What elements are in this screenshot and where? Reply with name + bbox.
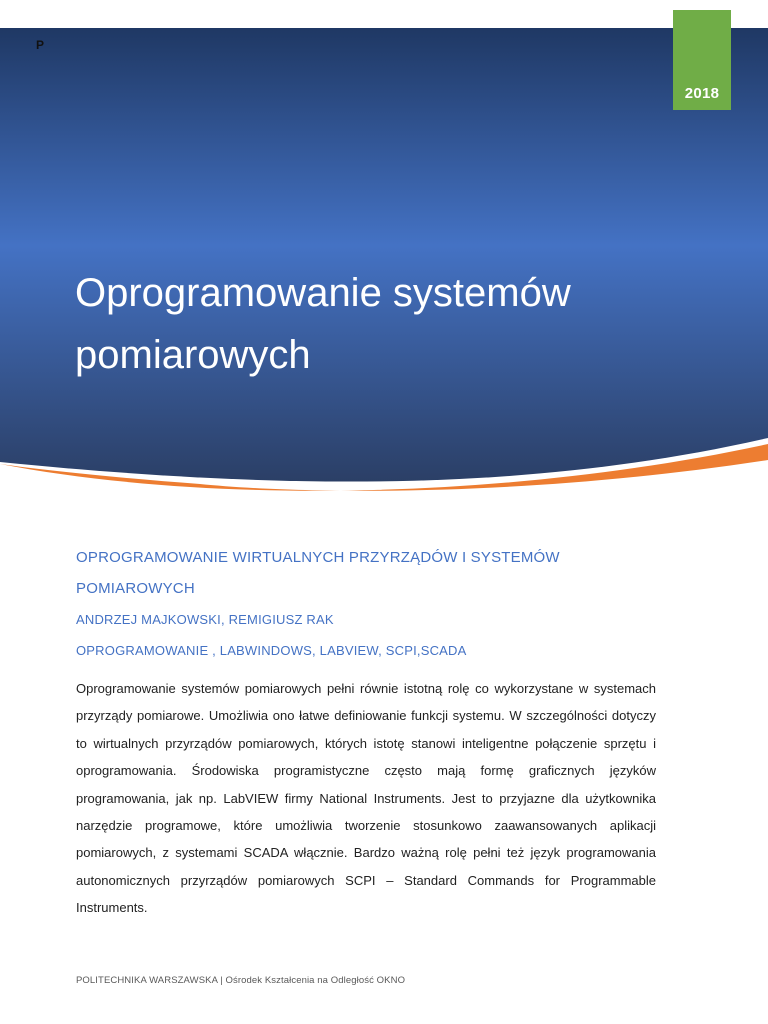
year-badge bbox=[673, 10, 731, 110]
document-meta bbox=[76, 542, 676, 666]
cover-title-line-2: pomiarowych bbox=[75, 333, 311, 377]
page-footer: POLITECHNIKA WARSZAWSKA | Ośrodek Kształcenia na Odległość OKNO bbox=[76, 975, 406, 986]
cover-title bbox=[75, 262, 675, 386]
document-subtitle: OPROGRAMOWANIE WIRTUALNYCH PRZYRZĄDÓW I SYSTEMÓW POMIAROWYCH bbox=[76, 549, 560, 597]
document-abstract: Oprogramowanie systemów pomiarowych pełni równie istotną rolę co wykorzystane w systemach przyrządy pomiarowe. Umożliwia ono łatwe definiowanie funkcji systemu. W szczególności dotyczy to wirtualnych przyrządów pomiarowych, których istotę stanowi inteligentne połączenie sprzętu i oprogramowania. Środowiska programistyczne często mają formę graficznych języków programowania, jak np. LabVIEW firmy National Instruments. Jest to przyjazne dla użytkownika narzędzie programowe, które umożliwia tworzenie stosunkowo zaawansowanych aplikacji pomiarowych, z systemami SCADA włącznie. Bardzo ważną rolę pełni też język programowania autonomicznych przyrządów pomiarowych SCPI – Standard Commands for Programmable Instruments. bbox=[76, 681, 656, 916]
blue-banner-shape bbox=[0, 28, 768, 482]
document-authors: ANDRZEJ MAJKOWSKI, REMIGIUSZ RAK bbox=[76, 612, 334, 627]
year-label: 2018 bbox=[684, 85, 720, 102]
header-mark: P bbox=[36, 38, 45, 52]
document-keywords: OPROGRAMOWANIE , LABWINDOWS, LABVIEW, SCPI,SCADA bbox=[76, 643, 467, 658]
cover-title-line-1: Oprogramowanie systemów bbox=[75, 271, 571, 315]
